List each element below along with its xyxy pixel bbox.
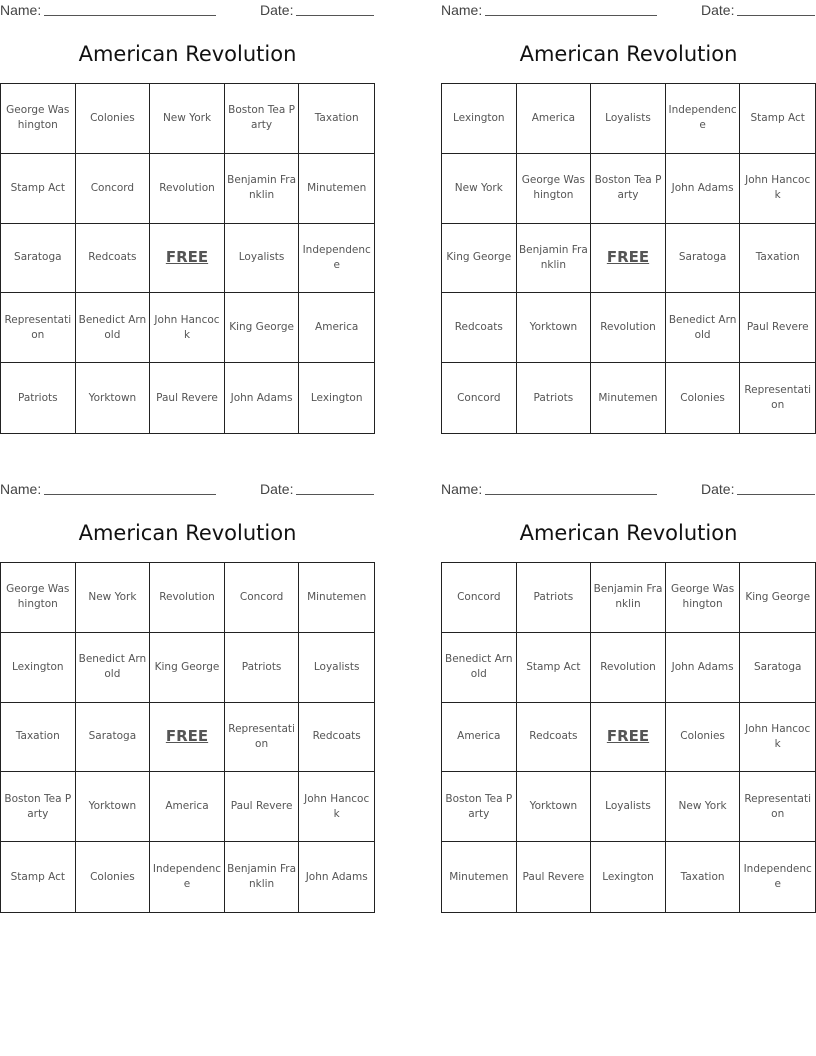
free-space-cell[interactable]: FREE xyxy=(150,703,225,773)
name-blank-line[interactable] xyxy=(485,2,657,16)
bingo-cell[interactable]: Colonies xyxy=(666,363,741,433)
bingo-card-4 xyxy=(441,479,816,913)
bingo-cell[interactable]: New York xyxy=(76,563,151,633)
date-blank-line[interactable] xyxy=(296,2,374,16)
card-header xyxy=(441,0,816,22)
bingo-cell[interactable]: King George xyxy=(225,293,300,363)
bingo-cell[interactable]: Revolution xyxy=(591,633,666,703)
bingo-cell[interactable]: Lexington xyxy=(310,391,363,404)
name-field[interactable]: Name: xyxy=(441,2,657,18)
bingo-cell[interactable]: George Washington xyxy=(1,84,76,154)
bingo-cell[interactable]: Benjamin Franklin xyxy=(591,563,666,633)
bingo-cell[interactable]: Colonies xyxy=(76,84,151,154)
bingo-cell[interactable]: Representation xyxy=(740,772,815,842)
name-field[interactable]: Name: xyxy=(0,2,216,18)
bingo-cell[interactable]: Stamp Act xyxy=(1,154,76,224)
bingo-cell[interactable]: John Hancock xyxy=(299,772,374,842)
bingo-cell[interactable]: Yorktown xyxy=(76,772,151,842)
bingo-cell[interactable]: Benjamin Franklin xyxy=(225,842,300,912)
bingo-cell[interactable]: Patriots xyxy=(517,363,592,433)
bingo-cell[interactable]: Yorktown xyxy=(76,363,151,433)
date-blank-line[interactable] xyxy=(737,481,815,495)
date-blank-line[interactable] xyxy=(737,2,815,16)
bingo-cell[interactable]: Redcoats xyxy=(517,703,592,773)
bingo-cell[interactable]: Redcoats xyxy=(442,293,517,363)
bingo-cell[interactable]: Concord xyxy=(442,363,517,433)
bingo-cell[interactable]: Lexington xyxy=(591,842,666,912)
bingo-cell[interactable]: Patriots xyxy=(517,563,592,633)
name-blank-line[interactable] xyxy=(44,481,216,495)
name-field[interactable]: Name: xyxy=(0,481,216,497)
bingo-cell[interactable]: John Adams xyxy=(305,870,368,883)
bingo-cell[interactable]: Representation xyxy=(744,384,812,412)
bingo-cell[interactable]: Boston Tea Party xyxy=(1,772,76,842)
bingo-cell[interactable]: Benedict Arnold xyxy=(442,633,517,703)
bingo-cell[interactable]: Boston Tea Party xyxy=(225,84,300,154)
bingo-cell[interactable]: Benedict Arnold xyxy=(76,293,151,363)
bingo-cell[interactable]: Colonies xyxy=(76,842,151,912)
date-field[interactable]: Date: xyxy=(701,2,815,18)
bingo-cell[interactable]: America xyxy=(442,703,517,773)
bingo-cell[interactable]: Representation xyxy=(1,293,76,363)
bingo-grid xyxy=(441,562,816,913)
bingo-cell[interactable]: George Washington xyxy=(517,154,592,224)
bingo-card-2 xyxy=(441,0,816,434)
bingo-cell[interactable]: Loyalists xyxy=(225,224,300,294)
bingo-cell[interactable]: King George xyxy=(150,633,225,703)
bingo-cell[interactable]: Taxation xyxy=(740,224,815,294)
card-title: American Revolution xyxy=(519,521,738,545)
bingo-cell[interactable]: John Hancock xyxy=(740,154,815,224)
bingo-cell[interactable]: Saratoga xyxy=(740,633,815,703)
bingo-cell[interactable]: Lexington xyxy=(1,633,76,703)
bingo-grid xyxy=(441,83,816,434)
bingo-cell[interactable]: Stamp Act xyxy=(740,84,815,154)
bingo-cell[interactable]: King George xyxy=(442,224,517,294)
bingo-cell[interactable]: George Washington xyxy=(1,563,76,633)
bingo-cell[interactable]: New York xyxy=(150,84,225,154)
bingo-cell[interactable]: Independence xyxy=(299,224,374,294)
date-field[interactable]: Date: xyxy=(701,481,815,497)
bingo-cell[interactable]: Minutemen xyxy=(591,363,666,433)
card-header xyxy=(0,0,375,22)
bingo-cell[interactable]: Patriots xyxy=(1,363,76,433)
bingo-cell[interactable]: Minutemen xyxy=(442,842,517,912)
date-field[interactable]: Date: xyxy=(260,481,374,497)
bingo-cell[interactable]: Boston Tea Party xyxy=(442,772,517,842)
bingo-cell[interactable]: Saratoga xyxy=(1,224,76,294)
free-space-cell[interactable]: FREE xyxy=(150,224,225,294)
name-blank-line[interactable] xyxy=(44,2,216,16)
bingo-cell[interactable]: King George xyxy=(740,563,815,633)
bingo-cell[interactable]: Boston Tea Party xyxy=(591,154,666,224)
bingo-cell[interactable]: Saratoga xyxy=(76,703,151,773)
name-blank-line[interactable] xyxy=(485,481,657,495)
date-blank-line[interactable] xyxy=(296,481,374,495)
bingo-cell[interactable]: John Adams xyxy=(225,363,300,433)
bingo-cell[interactable]: Redcoats xyxy=(299,703,374,773)
card-header xyxy=(441,479,816,501)
bingo-cell[interactable]: Saratoga xyxy=(666,224,741,294)
bingo-cell[interactable]: Concord xyxy=(225,563,300,633)
bingo-cell[interactable]: Patriots xyxy=(225,633,300,703)
bingo-cell[interactable]: Stamp Act xyxy=(517,633,592,703)
bingo-cell[interactable]: John Hancock xyxy=(740,703,815,773)
bingo-cell[interactable]: Concord xyxy=(442,563,517,633)
bingo-cell[interactable]: John Adams xyxy=(666,154,741,224)
bingo-cell[interactable]: Paul Revere xyxy=(740,293,815,363)
bingo-grid xyxy=(0,562,375,913)
bingo-cell[interactable]: Independence xyxy=(666,84,741,154)
bingo-cell[interactable]: America xyxy=(517,84,592,154)
bingo-cell[interactable]: George Washington xyxy=(666,563,741,633)
bingo-cell[interactable]: Paul Revere xyxy=(517,842,592,912)
bingo-cell[interactable]: New York xyxy=(666,772,741,842)
bingo-cell[interactable]: Independence xyxy=(743,863,812,891)
bingo-cell[interactable]: Representation xyxy=(225,703,300,773)
card-title: American Revolution xyxy=(519,42,738,66)
date-field[interactable]: Date: xyxy=(260,2,374,18)
bingo-cell[interactable]: John Hancock xyxy=(150,293,225,363)
bingo-cell[interactable]: Redcoats xyxy=(76,224,151,294)
free-space-cell[interactable]: FREE xyxy=(591,703,666,773)
bingo-cell[interactable]: Yorktown xyxy=(517,293,592,363)
bingo-cell[interactable]: Revolution xyxy=(150,563,225,633)
bingo-cell[interactable]: Paul Revere xyxy=(225,772,300,842)
bingo-cell[interactable]: Benedict Arnold xyxy=(76,633,151,703)
bingo-cell[interactable]: Lexington xyxy=(442,84,517,154)
name-field[interactable]: Name: xyxy=(441,481,657,497)
bingo-cell[interactable]: Revolution xyxy=(591,293,666,363)
bingo-cell[interactable]: Minutemen xyxy=(299,563,374,633)
bingo-cell[interactable]: Benjamin Franklin xyxy=(225,154,300,224)
free-space-cell[interactable]: FREE xyxy=(591,224,666,294)
bingo-grid xyxy=(0,83,375,434)
bingo-cell[interactable]: Taxation xyxy=(666,842,741,912)
bingo-cell[interactable]: John Adams xyxy=(666,633,741,703)
bingo-cell[interactable]: Yorktown xyxy=(517,772,592,842)
bingo-cell[interactable]: Loyalists xyxy=(591,84,666,154)
bingo-cell[interactable]: Revolution xyxy=(150,154,225,224)
card-title: American Revolution xyxy=(78,521,297,545)
bingo-cell[interactable]: Taxation xyxy=(1,703,76,773)
bingo-cell[interactable]: Benedict Arnold xyxy=(666,293,741,363)
bingo-cell[interactable]: America xyxy=(150,772,225,842)
bingo-card-1 xyxy=(0,0,375,434)
bingo-cell[interactable]: Independence xyxy=(150,842,225,912)
bingo-cell[interactable]: Taxation xyxy=(299,84,374,154)
bingo-cell[interactable]: Colonies xyxy=(666,703,741,773)
bingo-cell[interactable]: Loyalists xyxy=(299,633,374,703)
bingo-card-3 xyxy=(0,479,375,913)
bingo-cell[interactable]: America xyxy=(299,293,374,363)
bingo-cell[interactable]: Stamp Act xyxy=(1,842,76,912)
bingo-cell[interactable]: Loyalists xyxy=(591,772,666,842)
card-title: American Revolution xyxy=(78,42,297,66)
bingo-cell[interactable]: New York xyxy=(442,154,517,224)
bingo-cell[interactable]: Concord xyxy=(76,154,151,224)
bingo-cell[interactable]: Paul Revere xyxy=(150,363,225,433)
bingo-cell[interactable]: Benjamin Franklin xyxy=(517,224,592,294)
bingo-cell[interactable]: Minutemen xyxy=(299,154,374,224)
card-header xyxy=(0,479,375,501)
